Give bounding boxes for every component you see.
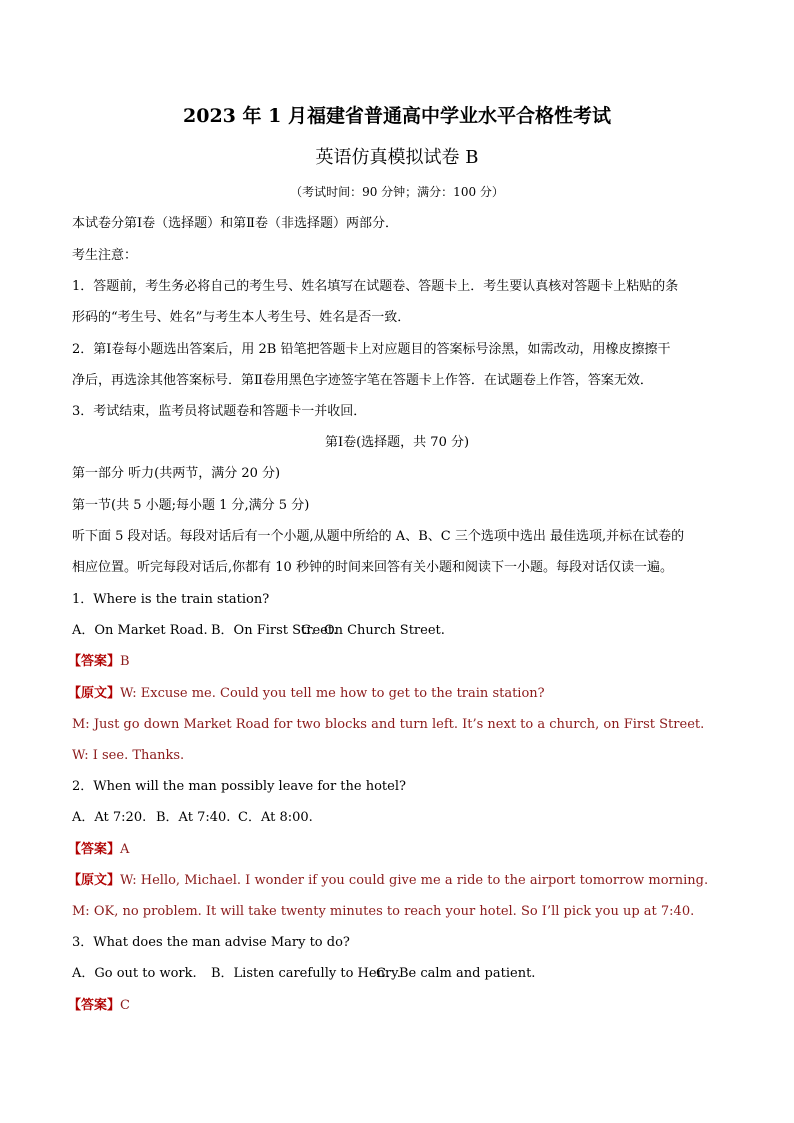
exam-info: （考试时间：90 分钟；满分：100 分）: [290, 185, 504, 199]
page-title: 2023 年 1 月福建省普通高中学业水平合格性考试: [183, 105, 611, 127]
q3-answer: [68, 997, 130, 1015]
notice-3: 3．考试结束，监考员将试题卷和答题卡一并收回．: [72, 404, 367, 419]
q2-option-b: B．At 7:40.: [156, 810, 231, 825]
section-1-heading: 第一节(共 5 小题;每小题 1 分,满分 5 分): [72, 498, 310, 513]
q2-answer: [68, 841, 129, 859]
transcript-label: 【原文】: [68, 873, 121, 888]
q3-option-a: A．Go out to work.: [72, 966, 197, 981]
q2-transcript-1: 【原文】W: Hello, Michael. I wonder if you could give me a ride to the airport tomorrow morning.: [68, 873, 709, 888]
q1-option-a: A．On Market Road.: [72, 623, 208, 638]
q1-stem: 1．Where is the train station?: [72, 592, 270, 607]
q1-transcript-2: M: Just go down Market Road for two blocks and turn left. It’s next to a church, on First Street.: [72, 717, 705, 732]
page-subtitle: 英语仿真模拟试卷 B: [315, 147, 479, 168]
instructions-line-2: 相应位置。听完每段对话后,你都有 10 秒钟的时间来回答有关小题和阅读下一小题。每段对话仅读一遍。: [72, 560, 673, 575]
instructions-line-1: 听下面 5 段对话。每段对话后有一个小题,从题中所给的 A、B、C 三个选项中选出 最佳选项,并标在试卷的: [72, 529, 685, 544]
q1-transcript-3: W: I see. Thanks.: [72, 748, 185, 763]
q1-answer-value: B: [120, 654, 130, 669]
q3-option-c: C．Be calm and patient.: [376, 966, 536, 981]
q1-options: [72, 622, 445, 640]
q2-options: [72, 809, 313, 827]
notice-2-line-1: 2．第Ⅰ卷每小题选出答案后，用 2B 铅笔把答题卡上对应题目的答案标号涂黑，如需改动，用橡皮擦擦干: [72, 342, 671, 357]
notice-1-line-2: 形码的“考生号、姓名”与考生本人考生号、姓名是否一致．: [72, 310, 411, 325]
q1-option-b: B．On First Street.: [211, 623, 338, 638]
structure-note: 本试卷分第Ⅰ卷（选择题）和第Ⅱ卷（非选择题）两部分．: [72, 216, 398, 231]
q2-answer-value: A: [120, 842, 130, 857]
q2-stem: 2．When will the man possibly leave for the hotel?: [72, 779, 406, 794]
volume-heading: 第Ⅰ卷(选择题，共 70 分): [324, 435, 470, 450]
notice-1-line-1: 1．答题前，考生务必将自己的考生号、姓名填写在试题卷、答题卡上．考生要认真核对答题卡上粘贴的条: [72, 279, 679, 294]
q1-answer: [68, 653, 130, 671]
answer-label: 【答案】: [68, 998, 121, 1013]
q3-stem: 3．What does the man advise Mary to do?: [72, 935, 350, 950]
q1-transcript-1: 【原文】W: Excuse me. Could you tell me how to get to the train station?: [68, 686, 545, 701]
notice-heading: 考生注意：: [72, 248, 138, 263]
part-1-heading: 第一部分 听力(共两节，满分 20 分): [72, 466, 281, 481]
q3-options: [72, 965, 535, 983]
answer-label: 【答案】: [68, 842, 121, 857]
transcript-label: 【原文】: [68, 686, 121, 701]
answer-label: 【答案】: [68, 654, 121, 669]
q1-option-c: C．On Church Street.: [301, 623, 445, 638]
q2-option-a: A．At 7:20.: [72, 810, 147, 825]
q2-transcript-2: M: OK, no problem. It will take twenty minutes to reach your hotel. So I’ll pick you up at 7:40.: [72, 904, 695, 919]
q3-answer-value: C: [120, 998, 130, 1013]
q3-option-b: B．Listen carefully to Henry.: [211, 966, 401, 981]
notice-2-line-2: 净后，再选涂其他答案标号．第Ⅱ卷用黑色字迹签字笔在答题卡上作答．在试题卷上作答，答案无效．: [72, 373, 653, 388]
q2-option-c: C．At 8:00.: [238, 810, 313, 825]
